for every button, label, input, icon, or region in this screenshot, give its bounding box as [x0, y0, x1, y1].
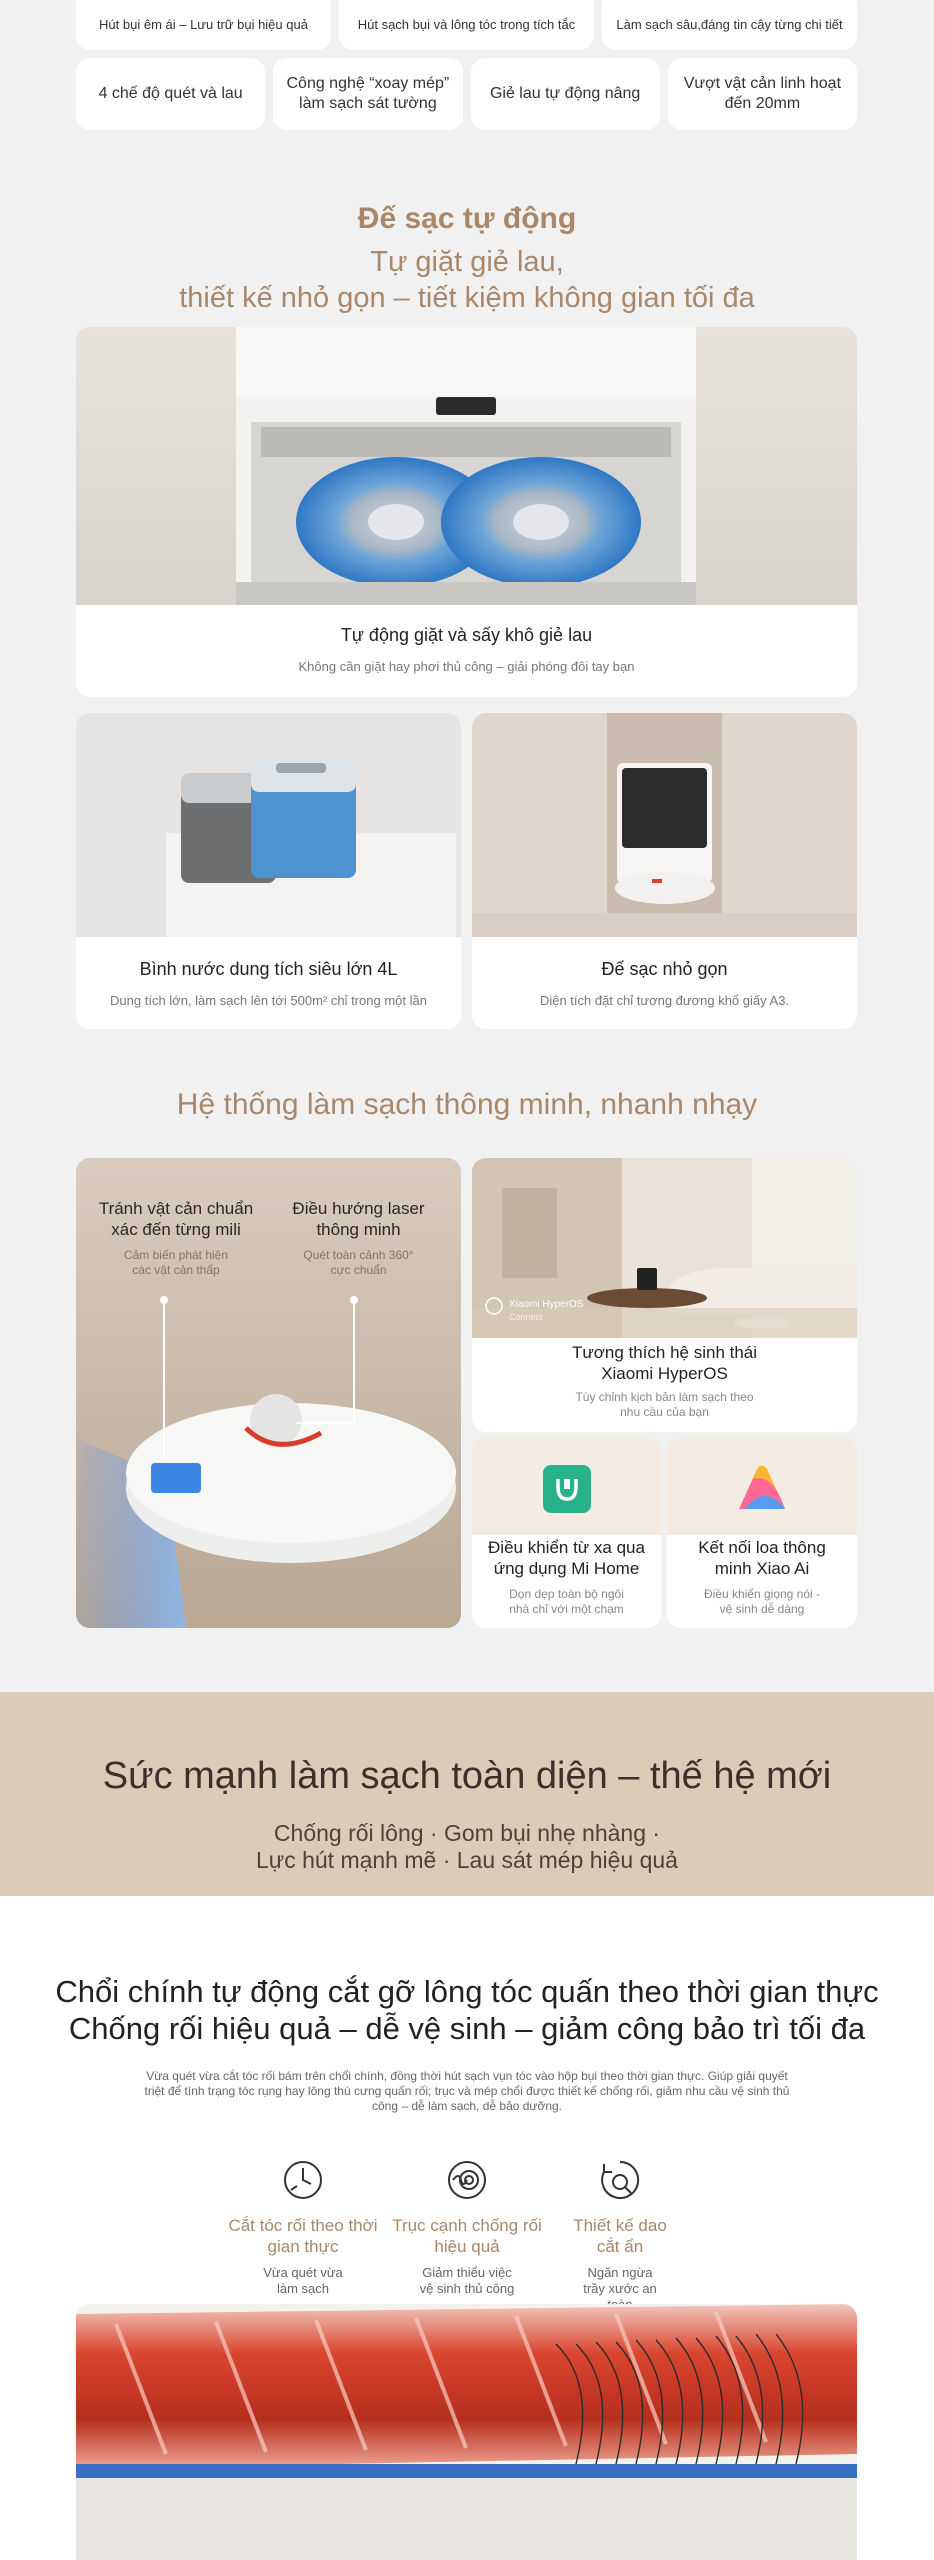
card-subtitle: Không cần giặt hay phơi thủ công – giải phóng đôi tay bạn	[298, 659, 635, 674]
card-subtitle: Điều khiển giọng nói - vệ sinh dễ dàng	[703, 1587, 821, 1616]
top-feature-pill: Làm sạch sâu,đáng tin cậy từng chi tiết	[602, 0, 857, 50]
power-title: Sức mạnh làm sạch toàn diện – thế hệ mới	[102, 1755, 832, 1797]
smart-title: Hệ thống làm sạch thông minh, nhanh nhạy	[176, 1088, 758, 1121]
brush-title: Chổi chính tự động cắt gỡ lông tóc quấn theo thời gian thực	[55, 1974, 879, 2009]
laser-title: Điều hướng laser thông minh	[292, 1199, 425, 1239]
laser-feature	[271, 1198, 446, 1278]
brush-feature	[545, 2158, 695, 2313]
brush-description: Vừa quét vừa cắt tóc rối bám trên chổi chính, đồng thời hút sạch vụn tóc vào hộp bụi theo thời gian thực. Giúp giải quyết triệt để tình trạng tóc rụng hay lông thú cưng quấn rối; trục và mép chổi được thiết kế chống rối, giảm nhu cầu vệ sinh thủ công – dễ làm sạch, dễ bảo dưỡng.	[144, 2069, 790, 2113]
brush-feature-sub: Giảm thiểu việc vệ sinh thủ công	[419, 2265, 515, 2296]
feature-row	[76, 58, 857, 130]
mihome-card	[472, 1437, 661, 1628]
feature-pill: Giẻ lau tự động nâng	[471, 58, 660, 130]
power-subtitle: Chống rối lông · Gom bụi nhẹ nhàng ·	[273, 1820, 661, 1846]
obstacle-feature	[86, 1198, 266, 1278]
compact-dock-card	[472, 713, 857, 1029]
brush-image-card	[76, 2304, 857, 2560]
brush-feature-title: Thiết kế dao cắt ẩn	[573, 2216, 667, 2256]
mop-wash-card	[76, 327, 857, 697]
card-subtitle: Tùy chỉnh kịch bản làm sạch theo nhu cầu của bạn	[575, 1390, 754, 1419]
brush-feature-title: Cắt tóc rối theo thời gian thực	[228, 2216, 378, 2256]
brush-feature	[392, 2158, 542, 2297]
hyperos-badge-sub: Connect	[509, 1312, 543, 1322]
navigation-card	[76, 1158, 461, 1628]
xiao-ai-icon	[735, 1463, 789, 1515]
brush-title: Chống rối hiệu quả – dễ vệ sinh – giảm công bảo trì tối đa	[68, 2011, 866, 2046]
xiaoai-card	[667, 1437, 857, 1628]
dock-title: Đế sạc tự động	[357, 202, 577, 235]
feature-pill: Vượt vật cản linh hoạt đến 20mm	[668, 58, 857, 130]
water-tank-image	[76, 713, 461, 937]
card-subtitle: Dọn dẹp toàn bộ ngôi nhà chỉ với một chạm	[509, 1587, 624, 1616]
top-feature-row	[76, 0, 857, 50]
card-title: Bình nước dung tích siêu lớn 4L	[139, 959, 398, 979]
water-tank-card	[76, 713, 461, 1029]
clock-cut-icon	[281, 2158, 325, 2202]
living-room-image	[472, 1158, 857, 1338]
card-title: Tự động giặt và sấy khô giẻ lau	[340, 625, 593, 645]
card-subtitle: Dung tích lớn, làm sạch lên tới 500m² chỉ trong một lần	[110, 993, 427, 1008]
dock-subtitle: Tự giặt giẻ lau,	[370, 246, 564, 278]
brush-feature-title: Trục cạnh chống rối hiệu quả	[392, 2216, 542, 2256]
obstacle-title: Tránh vật cản chuẩn xác đến từng mili	[98, 1199, 254, 1239]
card-title: Kết nối loa thông minh Xiao Ai	[698, 1538, 826, 1578]
power-subtitle: Lực hút mạnh mẽ · Lau sát mép hiệu quả	[256, 1847, 678, 1873]
card-title: Tương thích hệ sinh thái Xiaomi HyperOS	[571, 1343, 758, 1383]
dock-subtitle: thiết kế nhỏ gọn – tiết kiệm không gian tối đa	[179, 282, 755, 314]
card-title: Đế sạc nhỏ gọn	[601, 959, 728, 979]
top-feature-pill: Hút sạch bụi và lông tóc trong tích tắc	[339, 0, 594, 50]
hyperos-card	[472, 1158, 857, 1432]
laser-sub: Quét toàn cảnh 360° cực chuẩn	[303, 1248, 414, 1277]
mi-home-icon	[543, 1465, 591, 1513]
brush-feature	[228, 2158, 378, 2297]
top-feature-pill: Hút bụi êm ái – Lưu trữ bụi hiệu quả	[76, 0, 331, 50]
brush-feature-sub: Vừa quét vừa làm sạch	[263, 2265, 343, 2296]
blade-icon	[598, 2158, 642, 2202]
card-title: Điều khiển từ xa qua ứng dụng Mi Home	[488, 1538, 645, 1578]
card-subtitle: Diện tích đặt chỉ tương đương khổ giấy A3.	[539, 993, 790, 1008]
feature-pill: 4 chế độ quét và lau	[76, 58, 265, 130]
brush-feature-sub: Ngăn ngừa trầy xước an	[583, 2265, 657, 2296]
feature-pill: Công nghệ “xoay mép” làm sạch sát tường	[273, 58, 462, 130]
obstacle-sub: Cảm biến phát hiện các vật cản thấp	[123, 1248, 229, 1277]
compact-dock-image	[472, 713, 857, 937]
brush-roller-image	[76, 2304, 857, 2560]
mop-wash-image	[76, 327, 857, 605]
hyperos-badge: Xiaomi HyperOS	[509, 1299, 584, 1310]
coil-icon	[445, 2158, 489, 2202]
